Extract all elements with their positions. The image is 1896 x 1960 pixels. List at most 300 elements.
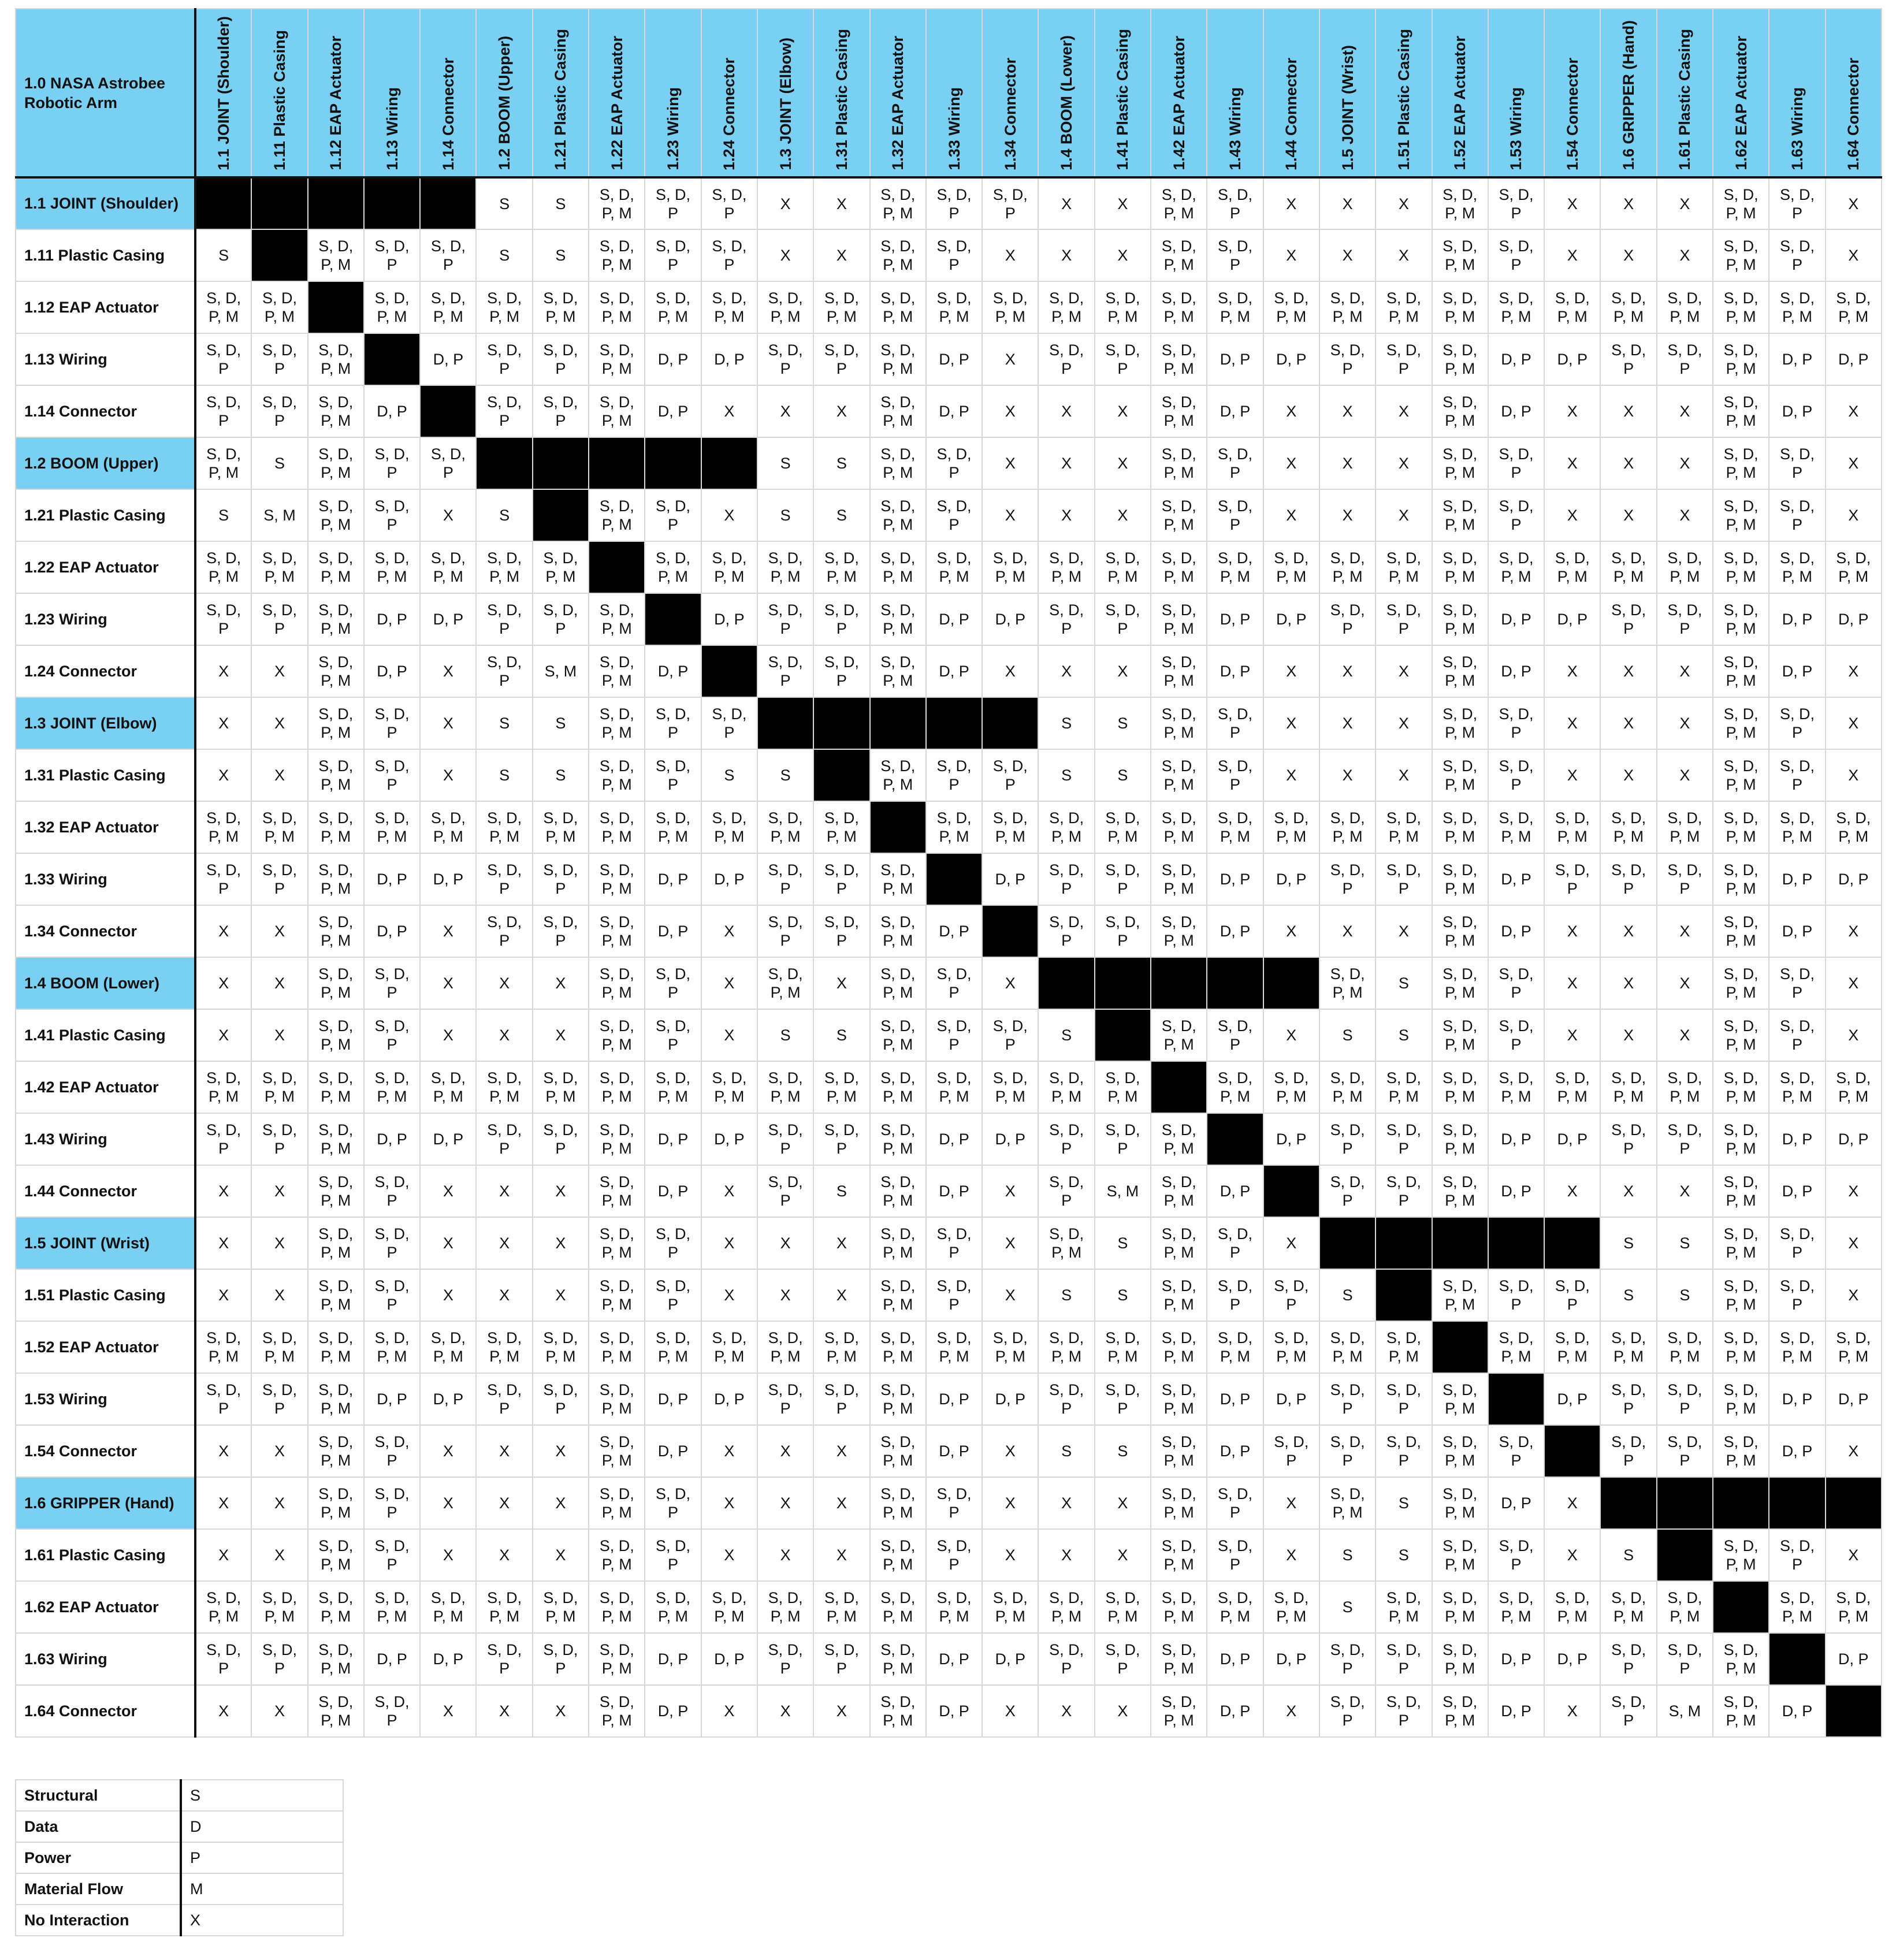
row-header: 1.44 Connector: [16, 1165, 195, 1217]
interaction-cell: S, D, P: [1488, 1269, 1544, 1321]
interaction-cell: S, D, P, M: [589, 1009, 645, 1061]
interaction-cell: X: [701, 905, 757, 957]
interaction-cell: S, D, P: [1095, 1633, 1151, 1685]
interaction-cell: D, P: [1769, 645, 1825, 697]
interaction-cell: S: [813, 1165, 869, 1217]
interaction-cell: S, D, P, M: [645, 1061, 701, 1113]
interaction-cell: S, D, P: [420, 229, 476, 281]
interaction-cell: X: [1263, 749, 1319, 801]
interaction-cell: S, D, P, M: [1826, 541, 1882, 593]
interaction-cell: S, D, P, M: [1432, 1633, 1488, 1685]
interaction-cell: S, D, P, M: [1544, 541, 1600, 593]
interaction-cell: D, P: [701, 853, 757, 905]
interaction-cell: X: [1826, 1529, 1882, 1581]
column-header: [982, 9, 1038, 177]
interaction-cell: X: [1544, 229, 1600, 281]
matrix-row: [16, 229, 1882, 281]
legend-code: D: [181, 1811, 343, 1842]
interaction-cell: S, D, P, M: [589, 1529, 645, 1581]
diagonal-block: [1488, 1373, 1544, 1425]
interaction-cell: S, D, P: [1207, 749, 1263, 801]
interaction-cell: X: [813, 177, 869, 229]
diagonal-block: [1207, 1113, 1263, 1165]
legend-name: Data: [16, 1811, 181, 1842]
interaction-cell: D, P: [1488, 645, 1544, 697]
interaction-cell: S, D, P, M: [1657, 1321, 1713, 1373]
interaction-cell: S, D, P: [813, 1373, 869, 1425]
interaction-cell: S, D, P, M: [1432, 1477, 1488, 1529]
interaction-cell: S, D, P, M: [195, 801, 251, 853]
interaction-cell: X: [251, 1269, 307, 1321]
interaction-cell: S, D, P, M: [813, 1321, 869, 1373]
diagonal-block: [1769, 1633, 1825, 1685]
column-header: [195, 9, 251, 177]
interaction-cell: S, D, P, M: [1375, 1061, 1432, 1113]
interaction-cell: X: [982, 333, 1038, 385]
interaction-cell: X: [701, 1425, 757, 1477]
interaction-cell: D, P: [926, 1373, 982, 1425]
interaction-cell: D, P: [364, 1113, 420, 1165]
interaction-cell: D, P: [1263, 593, 1319, 645]
column-header-label: 1.33 Wiring: [945, 87, 963, 170]
interaction-cell: S, D, P, M: [1713, 1061, 1769, 1113]
interaction-cell: S, D, P: [1769, 697, 1825, 749]
interaction-cell: S, D, P, M: [1095, 1061, 1151, 1113]
column-header-label: 1.14 Connector: [439, 57, 457, 170]
interaction-cell: S, D, P, M: [701, 1321, 757, 1373]
interaction-cell: X: [1038, 645, 1094, 697]
column-header-label: 1.23 Wiring: [664, 87, 682, 170]
interaction-cell: S, D, P: [251, 593, 307, 645]
interaction-cell: D, P: [1769, 1113, 1825, 1165]
interaction-cell: S, D, P, M: [1713, 385, 1769, 437]
interaction-cell: S, D, P: [926, 1009, 982, 1061]
interaction-cell: S, D, P, M: [251, 801, 307, 853]
diagonal-block: [420, 177, 476, 229]
interaction-cell: S, D, P: [926, 1529, 982, 1581]
interaction-cell: X: [1600, 177, 1656, 229]
interaction-cell: X: [1657, 1165, 1713, 1217]
interaction-cell: S, D, P: [926, 437, 982, 489]
interaction-cell: S, D, P: [476, 1633, 532, 1685]
interaction-cell: S, D, P, M: [1657, 801, 1713, 853]
interaction-cell: X: [813, 1217, 869, 1269]
interaction-cell: D, P: [1826, 1633, 1882, 1685]
interaction-cell: S, D, P, M: [589, 1685, 645, 1737]
interaction-cell: S, D, P: [251, 1633, 307, 1685]
interaction-cell: D, P: [1544, 1633, 1600, 1685]
interaction-cell: S, D, P, M: [589, 1633, 645, 1685]
interaction-cell: S, D, P, M: [308, 957, 364, 1009]
interaction-cell: S, D, P, M: [1375, 1581, 1432, 1633]
interaction-cell: S, D, P: [364, 957, 420, 1009]
interaction-cell: S, D, P, M: [1151, 1685, 1207, 1737]
interaction-cell: S, D, P: [1600, 1373, 1656, 1425]
matrix-row: [16, 1165, 1882, 1217]
column-header-label: 1.1 JOINT (Shoulder): [215, 16, 233, 170]
interaction-cell: X: [1319, 645, 1375, 697]
interaction-cell: S: [1095, 1269, 1151, 1321]
interaction-cell: S, D, P, M: [589, 177, 645, 229]
interaction-cell: S, D, P, M: [1713, 1321, 1769, 1373]
interaction-cell: S, D, P, M: [589, 489, 645, 541]
diagonal-block: [251, 229, 307, 281]
interaction-cell: S, D, P: [645, 177, 701, 229]
interaction-cell: D, P: [1488, 905, 1544, 957]
interaction-cell: X: [757, 1269, 813, 1321]
interaction-cell: S, D, P: [533, 853, 589, 905]
interaction-cell: S, D, P: [533, 1373, 589, 1425]
interaction-cell: S, D, P, M: [1151, 333, 1207, 385]
interaction-cell: S, D, P, M: [308, 1113, 364, 1165]
interaction-cell: S, D, P: [1207, 1009, 1263, 1061]
interaction-cell: S, D, P: [1095, 905, 1151, 957]
interaction-cell: S, D, P, M: [589, 1269, 645, 1321]
interaction-cell: X: [1375, 177, 1432, 229]
interaction-cell: S, D, P, M: [1769, 1321, 1825, 1373]
interaction-cell: S, D, P, M: [1713, 697, 1769, 749]
interaction-cell: D, P: [1488, 853, 1544, 905]
interaction-cell: S, D, P, M: [308, 697, 364, 749]
interaction-cell: S, D, P: [476, 645, 532, 697]
interaction-cell: X: [813, 1477, 869, 1529]
row-header: 1.11 Plastic Casing: [16, 229, 195, 281]
interaction-cell: S, D, P, M: [1544, 1061, 1600, 1113]
interaction-cell: S, D, P: [251, 853, 307, 905]
interaction-cell: S, D, P: [1207, 489, 1263, 541]
interaction-cell: S, D, P: [1207, 1477, 1263, 1529]
interaction-cell: S, D, P, M: [1375, 281, 1432, 333]
interaction-cell: S, D, P, M: [589, 229, 645, 281]
interaction-cell: X: [1319, 229, 1375, 281]
column-header-label: 1.24 Connector: [720, 57, 738, 170]
column-header: [813, 9, 869, 177]
interaction-cell: S, D, P: [645, 1269, 701, 1321]
interaction-cell: S, D, P, M: [1151, 229, 1207, 281]
interaction-cell: S, D, P: [1657, 853, 1713, 905]
interaction-cell: S, D, P, M: [813, 541, 869, 593]
interaction-cell: X: [1544, 177, 1600, 229]
interaction-cell: D, P: [1769, 333, 1825, 385]
interaction-cell: X: [1544, 1477, 1600, 1529]
diagonal-block: [982, 905, 1038, 957]
interaction-cell: S, D, P: [364, 697, 420, 749]
interaction-cell: S, D, P: [1657, 1425, 1713, 1477]
interaction-cell: S: [701, 749, 757, 801]
interaction-cell: S, D, P, M: [870, 1269, 926, 1321]
interaction-cell: S, D, P: [1207, 1269, 1263, 1321]
interaction-cell: S, D, P, M: [1713, 489, 1769, 541]
diagonal-block: [308, 177, 364, 229]
interaction-cell: S, D, P, M: [1488, 1061, 1544, 1113]
interaction-cell: S: [1375, 1529, 1432, 1581]
column-header-label: 1.3 JOINT (Elbow): [776, 38, 794, 170]
interaction-cell: S, D, P: [757, 853, 813, 905]
diagonal-block: [1713, 1581, 1769, 1633]
interaction-cell: S, D, P, M: [1432, 541, 1488, 593]
interaction-cell: X: [1095, 1477, 1151, 1529]
interaction-cell: X: [1263, 1009, 1319, 1061]
interaction-cell: D, P: [420, 1633, 476, 1685]
interaction-cell: S, D, P, M: [589, 1165, 645, 1217]
interaction-cell: S, D, P, M: [589, 957, 645, 1009]
interaction-cell: S, D, P: [645, 1529, 701, 1581]
matrix-row: [16, 1269, 1882, 1321]
interaction-cell: X: [982, 437, 1038, 489]
interaction-cell: X: [533, 1269, 589, 1321]
interaction-cell: X: [1319, 177, 1375, 229]
interaction-cell: S, D, P: [1207, 1217, 1263, 1269]
interaction-cell: S, D, P, M: [1319, 1477, 1375, 1529]
interaction-cell: X: [1826, 1165, 1882, 1217]
interaction-cell: X: [1826, 1425, 1882, 1477]
interaction-cell: S, D, P, M: [308, 489, 364, 541]
interaction-cell: X: [251, 697, 307, 749]
interaction-cell: S, D, P: [813, 1633, 869, 1685]
row-header: 1.21 Plastic Casing: [16, 489, 195, 541]
interaction-cell: S, D, P, M: [1151, 853, 1207, 905]
interaction-cell: S, D, P: [195, 1373, 251, 1425]
interaction-cell: S, D, P: [926, 177, 982, 229]
diagonal-block: [1713, 1477, 1769, 1529]
interaction-cell: S, D, P, M: [1713, 1009, 1769, 1061]
interaction-cell: S, D, P, M: [1151, 749, 1207, 801]
interaction-cell: X: [1826, 489, 1882, 541]
diagonal-block: [1375, 1269, 1432, 1321]
interaction-cell: X: [1600, 385, 1656, 437]
interaction-cell: S, D, P: [533, 1113, 589, 1165]
interaction-cell: X: [420, 1477, 476, 1529]
interaction-cell: S, D, P, M: [1657, 281, 1713, 333]
row-header: 1.4 BOOM (Lower): [16, 957, 195, 1009]
interaction-cell: D, P: [1769, 1165, 1825, 1217]
row-header: 1.6 GRIPPER (Hand): [16, 1477, 195, 1529]
interaction-cell: S, D, P, M: [420, 1581, 476, 1633]
interaction-cell: S, D, P, M: [1151, 1217, 1207, 1269]
interaction-cell: S, D, P, M: [870, 333, 926, 385]
interaction-cell: X: [251, 1477, 307, 1529]
matrix-row: [16, 1009, 1882, 1061]
interaction-cell: X: [1038, 229, 1094, 281]
interaction-cell: S, D, P, M: [308, 541, 364, 593]
interaction-cell: X: [533, 1529, 589, 1581]
column-header-label: 1.42 EAP Actuator: [1170, 36, 1188, 170]
interaction-cell: S, D, P: [1544, 853, 1600, 905]
interaction-cell: S, D, P, M: [1263, 1581, 1319, 1633]
interaction-cell: X: [1375, 385, 1432, 437]
interaction-cell: S, D, P, M: [308, 1685, 364, 1737]
interaction-cell: X: [251, 645, 307, 697]
interaction-cell: S, D, P, M: [701, 1581, 757, 1633]
interaction-cell: S, D, P: [1095, 1373, 1151, 1425]
column-header-label: 1.43 Wiring: [1226, 87, 1244, 170]
interaction-cell: S, D, P: [420, 437, 476, 489]
diagonal-block: [926, 853, 982, 905]
interaction-cell: D, P: [420, 853, 476, 905]
interaction-cell: S, D, P, M: [982, 1321, 1038, 1373]
interaction-cell: D, P: [926, 1633, 982, 1685]
matrix-row: [16, 1425, 1882, 1477]
interaction-cell: X: [476, 1009, 532, 1061]
interaction-cell: S, D, P, M: [420, 1061, 476, 1113]
interaction-cell: S: [1657, 1217, 1713, 1269]
interaction-cell: X: [420, 905, 476, 957]
interaction-cell: S, D, P, M: [1432, 905, 1488, 957]
interaction-cell: D, P: [982, 593, 1038, 645]
interaction-cell: S, D, P, M: [1432, 1165, 1488, 1217]
interaction-cell: S, D, P, M: [870, 1165, 926, 1217]
interaction-cell: S, D, P: [195, 593, 251, 645]
interaction-cell: X: [1826, 957, 1882, 1009]
interaction-cell: S, D, P: [1375, 1373, 1432, 1425]
interaction-cell: D, P: [1769, 593, 1825, 645]
matrix-row: [16, 333, 1882, 385]
interaction-cell: S, D, P, M: [1151, 1009, 1207, 1061]
interaction-cell: D, P: [982, 1373, 1038, 1425]
interaction-cell: S, D, P, M: [813, 1061, 869, 1113]
matrix-row: [16, 489, 1882, 541]
column-header: [1600, 9, 1656, 177]
interaction-cell: S, D, P, M: [1432, 1061, 1488, 1113]
interaction-cell: X: [533, 1477, 589, 1529]
interaction-cell: S, D, P, M: [308, 1269, 364, 1321]
legend-row: [16, 1873, 343, 1905]
diagonal-block: [1826, 1477, 1882, 1529]
interaction-cell: S, D, P, M: [308, 1061, 364, 1113]
interaction-cell: S, D, P: [476, 905, 532, 957]
matrix-row: [16, 437, 1882, 489]
interaction-cell: S, D, P, M: [870, 281, 926, 333]
interaction-cell: S, D, P: [251, 1113, 307, 1165]
interaction-cell: S, D, P: [364, 1009, 420, 1061]
interaction-cell: D, P: [926, 1165, 982, 1217]
interaction-cell: S, D, P, M: [308, 1165, 364, 1217]
interaction-cell: X: [195, 1425, 251, 1477]
interaction-cell: X: [1657, 697, 1713, 749]
interaction-cell: D, P: [645, 385, 701, 437]
interaction-cell: S, D, P, M: [589, 697, 645, 749]
interaction-cell: S, D, P, M: [870, 489, 926, 541]
interaction-cell: S, D, P: [926, 489, 982, 541]
row-header: 1.5 JOINT (Wrist): [16, 1217, 195, 1269]
interaction-cell: X: [1095, 645, 1151, 697]
interaction-cell: X: [1600, 229, 1656, 281]
interaction-cell: X: [420, 1529, 476, 1581]
interaction-cell: S, D, P, M: [308, 1217, 364, 1269]
legend-code: P: [181, 1842, 343, 1873]
column-header: [1713, 9, 1769, 177]
interaction-cell: D, P: [1769, 853, 1825, 905]
interaction-cell: S, D, P, M: [1713, 905, 1769, 957]
interaction-cell: S, D, P: [1095, 853, 1151, 905]
interaction-cell: D, P: [1769, 1425, 1825, 1477]
interaction-cell: S, D, P, M: [1432, 749, 1488, 801]
interaction-cell: S, D, P: [364, 1425, 420, 1477]
column-header: [1769, 9, 1825, 177]
interaction-cell: S, D, P, M: [870, 1685, 926, 1737]
row-header: 1.13 Wiring: [16, 333, 195, 385]
interaction-cell: S: [1657, 1269, 1713, 1321]
interaction-cell: S, D, P, M: [645, 541, 701, 593]
column-header: [364, 9, 420, 177]
interaction-cell: S, D, P: [1488, 749, 1544, 801]
matrix-row: [16, 1113, 1882, 1165]
interaction-cell: S, D, P, M: [1263, 801, 1319, 853]
interaction-cell: X: [195, 957, 251, 1009]
interaction-cell: X: [982, 1269, 1038, 1321]
interaction-cell: S: [1375, 1477, 1432, 1529]
interaction-cell: X: [1657, 749, 1713, 801]
interaction-cell: S, D, P: [645, 489, 701, 541]
interaction-cell: S, D, P, M: [251, 541, 307, 593]
interaction-cell: S, D, P, M: [308, 801, 364, 853]
interaction-cell: X: [476, 957, 532, 1009]
interaction-cell: S, D, P, M: [1432, 801, 1488, 853]
interaction-cell: S, D, P, M: [308, 437, 364, 489]
interaction-cell: X: [982, 385, 1038, 437]
interaction-cell: S, D, P: [645, 957, 701, 1009]
interaction-cell: S, D, P, M: [870, 1425, 926, 1477]
interaction-cell: X: [1600, 697, 1656, 749]
interaction-cell: X: [982, 1165, 1038, 1217]
matrix-row: [16, 749, 1882, 801]
interaction-cell: X: [1826, 1009, 1882, 1061]
interaction-cell: S, D, P, M: [589, 1373, 645, 1425]
interaction-cell: S, D, P, M: [701, 801, 757, 853]
interaction-cell: D, P: [1769, 1373, 1825, 1425]
interaction-cell: S, D, P, M: [870, 1529, 926, 1581]
interaction-cell: S, D, P: [364, 1529, 420, 1581]
interaction-cell: S, D, P: [476, 385, 532, 437]
interaction-cell: S, D, P, M: [1207, 801, 1263, 853]
interaction-cell: X: [476, 1269, 532, 1321]
interaction-cell: S, D, P, M: [364, 1321, 420, 1373]
interaction-cell: S, D, P, M: [308, 1581, 364, 1633]
interaction-cell: X: [701, 1685, 757, 1737]
interaction-cell: S, D, P, M: [1038, 541, 1094, 593]
interaction-cell: S, D, P, M: [589, 1477, 645, 1529]
column-header: [1544, 9, 1600, 177]
interaction-cell: D, P: [1769, 1685, 1825, 1737]
interaction-cell: S, D, P, M: [1713, 1113, 1769, 1165]
matrix-row: [16, 1373, 1882, 1425]
interaction-cell: D, P: [364, 853, 420, 905]
interaction-cell: S, D, P, M: [1432, 1373, 1488, 1425]
interaction-cell: D, P: [1263, 1113, 1319, 1165]
interaction-cell: S, D, P: [757, 645, 813, 697]
interaction-cell: S, D, P, M: [1713, 853, 1769, 905]
interaction-cell: S, D, P, M: [195, 281, 251, 333]
interaction-cell: X: [251, 957, 307, 1009]
interaction-cell: S, D, P, M: [1488, 1581, 1544, 1633]
interaction-cell: X: [701, 1477, 757, 1529]
interaction-cell: S, D, P, M: [1657, 1581, 1713, 1633]
interaction-cell: S, D, P, M: [1263, 541, 1319, 593]
interaction-cell: X: [420, 489, 476, 541]
interaction-cell: D, P: [645, 1165, 701, 1217]
interaction-cell: S, D, P: [1769, 489, 1825, 541]
interaction-cell: S, D, P, M: [1488, 1321, 1544, 1373]
interaction-cell: X: [1544, 957, 1600, 1009]
interaction-cell: S, D, P, M: [476, 1321, 532, 1373]
interaction-cell: S: [476, 749, 532, 801]
interaction-cell: S, D, P, M: [1151, 489, 1207, 541]
interaction-cell: D, P: [645, 1113, 701, 1165]
diagonal-block: [813, 749, 869, 801]
column-header: [645, 9, 701, 177]
interaction-cell: S, D, P, M: [1544, 801, 1600, 853]
interaction-cell: S, D, P, M: [1207, 281, 1263, 333]
